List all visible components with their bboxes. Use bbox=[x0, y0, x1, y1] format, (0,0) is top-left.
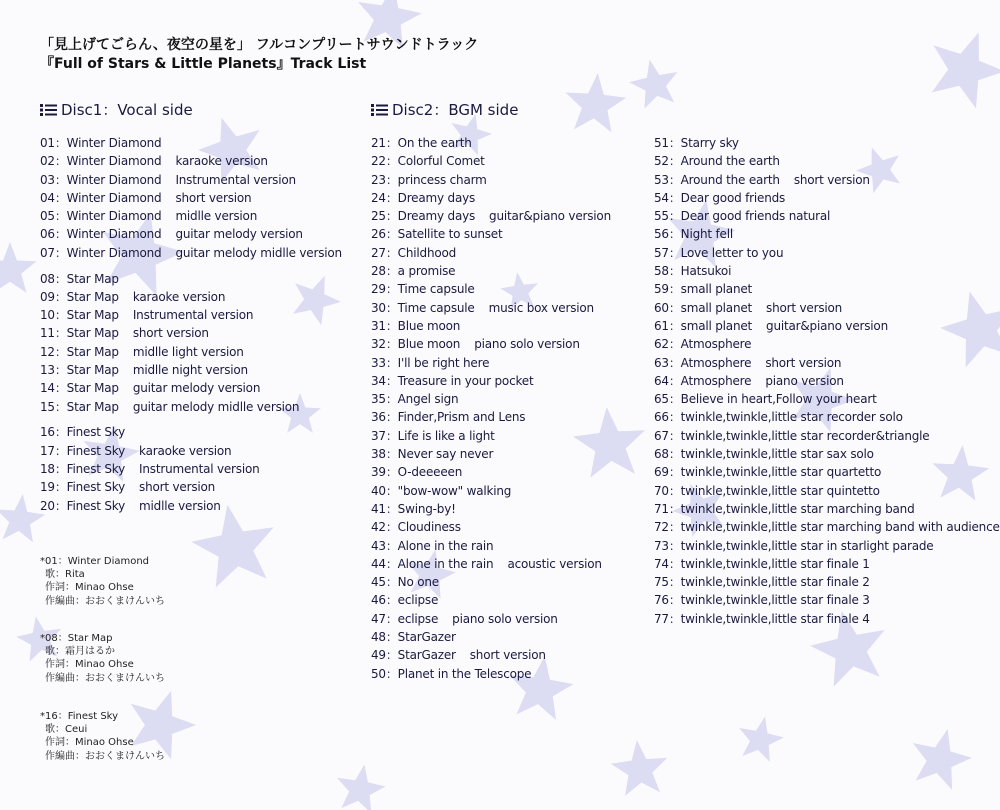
credit-line: 歌：Rita bbox=[45, 569, 85, 581]
track-title: 13：Star Map bbox=[40, 363, 119, 378]
track-title: 62：Atmosphere bbox=[654, 337, 752, 352]
track-title: 22：Colorful Comet bbox=[371, 154, 485, 169]
track-item bbox=[40, 244, 342, 262]
credit-line: 作詞：Minao Ohse bbox=[45, 582, 134, 594]
credit-line: 作編曲：おおくまけんいち bbox=[45, 595, 165, 607]
track-item bbox=[40, 442, 342, 460]
page-title-japanese: 「見上げてごらん、夜空の星を」 フルコンプリートサウンドトラック bbox=[40, 37, 479, 53]
disc1-heading bbox=[40, 99, 193, 121]
track-item bbox=[40, 207, 342, 225]
track-title: 27：Childhood bbox=[371, 245, 457, 260]
track-item bbox=[40, 478, 342, 496]
track-item bbox=[654, 354, 1000, 372]
track-title: 48：StarGazer bbox=[371, 630, 456, 645]
track-item bbox=[371, 610, 611, 628]
track-title: 33：I'll be right here bbox=[371, 355, 490, 370]
track-item bbox=[371, 427, 611, 445]
track-title: 68：twinkle,twinkle,little star sax solo bbox=[654, 447, 874, 462]
track-title: 37：Life is like a light bbox=[371, 428, 495, 443]
track-title: 23：princess charm bbox=[371, 172, 487, 187]
track-item bbox=[371, 317, 611, 335]
track-item bbox=[654, 482, 1000, 500]
track-item bbox=[371, 665, 611, 683]
track-title: 31：Blue moon bbox=[371, 318, 461, 333]
track-item bbox=[654, 372, 1000, 390]
track-version: midlle version bbox=[175, 209, 258, 224]
credit-line: 作詞：Minao Ohse bbox=[45, 659, 134, 671]
track-item bbox=[40, 398, 342, 416]
track-title: 60：small planet bbox=[654, 300, 753, 315]
track-item bbox=[654, 335, 1000, 353]
credit-line: 作詞：Minao Ohse bbox=[45, 737, 134, 749]
track-version: guitar&piano version bbox=[766, 318, 888, 333]
track-title: 45：No one bbox=[371, 575, 439, 590]
track-item bbox=[654, 189, 1000, 207]
track-item bbox=[371, 591, 611, 609]
track-title: 04：Winter Diamond bbox=[40, 190, 162, 205]
list-icon bbox=[40, 103, 57, 121]
track-item bbox=[371, 354, 611, 372]
track-item bbox=[371, 299, 611, 317]
page-title-english: 『Full of Stars & Little Planets』Track List bbox=[40, 56, 367, 72]
track-title: 66：twinkle,twinkle,little star recorder solo bbox=[654, 410, 903, 425]
track-title: 12：Star Map bbox=[40, 344, 119, 359]
track-title: 54：Dear good friends bbox=[654, 190, 786, 205]
track-title: 25：Dreamy days bbox=[371, 209, 476, 224]
track-item bbox=[371, 628, 611, 646]
track-title: 30：Time capsule bbox=[371, 300, 475, 315]
track-title: 55：Dear good friends natural bbox=[654, 209, 831, 224]
track-item bbox=[654, 207, 1000, 225]
track-title: 03：Winter Diamond bbox=[40, 172, 162, 187]
track-item bbox=[654, 427, 1000, 445]
track-title: 36：Finder,Prism and Lens bbox=[371, 410, 526, 425]
track-item bbox=[40, 423, 342, 441]
track-item bbox=[654, 225, 1000, 243]
track-title: 69：twinkle,twinkle,little star quartetto bbox=[654, 465, 882, 480]
track-title: 41：Swing-by! bbox=[371, 501, 456, 516]
track-title: 65：Believe in heart,Follow your heart bbox=[654, 392, 877, 407]
track-version: guitar melody version bbox=[175, 227, 303, 242]
track-title: 39：O-deeeeen bbox=[371, 465, 463, 480]
track-title: 51：Starry sky bbox=[654, 136, 739, 150]
track-item bbox=[371, 134, 611, 152]
track-title: 19：Finest Sky bbox=[40, 480, 126, 495]
track-item bbox=[40, 270, 342, 288]
track-title: 50：Planet in the Telescope bbox=[371, 666, 532, 681]
track-title: 43：Alone in the rain bbox=[371, 538, 494, 553]
track-title: 10：Star Map bbox=[40, 308, 119, 323]
credit-line: 作編曲：おおくまけんいち bbox=[45, 750, 165, 762]
track-title: 47：eclipse bbox=[371, 611, 439, 626]
track-item bbox=[371, 225, 611, 243]
track-title: 24：Dreamy days bbox=[371, 190, 476, 205]
track-version: karaoke version bbox=[139, 443, 232, 458]
track-item bbox=[654, 610, 1000, 628]
track-title: 02：Winter Diamond bbox=[40, 154, 162, 169]
track-item bbox=[371, 262, 611, 280]
track-item bbox=[40, 288, 342, 306]
track-item bbox=[40, 306, 342, 324]
track-item bbox=[40, 324, 342, 342]
credit-block-winter-diamond bbox=[40, 555, 165, 608]
track-version: short version bbox=[793, 172, 870, 187]
track-version: guitar&piano version bbox=[489, 209, 611, 224]
track-item bbox=[654, 262, 1000, 280]
track-title: 64：Atmosphere bbox=[654, 373, 752, 388]
track-item bbox=[654, 280, 1000, 298]
track-version: Instrumental version bbox=[132, 308, 254, 323]
track-item bbox=[371, 390, 611, 408]
credit-block-star-map bbox=[40, 632, 165, 685]
track-title: 49：StarGazer bbox=[371, 648, 456, 663]
track-version: piano version bbox=[765, 373, 844, 388]
track-item bbox=[40, 189, 342, 207]
track-title: 29：Time capsule bbox=[371, 282, 475, 297]
track-item bbox=[371, 573, 611, 591]
track-item bbox=[654, 171, 1000, 189]
track-item bbox=[40, 343, 342, 361]
track-title: 58：Hatsukoi bbox=[654, 264, 732, 279]
track-version: guitar melody midlle version bbox=[132, 399, 300, 414]
track-version: music box version bbox=[488, 300, 594, 315]
track-item bbox=[371, 408, 611, 426]
track-title: 67：twinkle,twinkle,little star recorder&triangle bbox=[654, 428, 930, 443]
track-item bbox=[371, 280, 611, 298]
track-title: 35：Angel sign bbox=[371, 392, 459, 407]
track-title: 17：Finest Sky bbox=[40, 443, 126, 458]
track-item bbox=[40, 379, 342, 397]
track-title: 32：Blue moon bbox=[371, 337, 461, 352]
track-item bbox=[371, 537, 611, 555]
credit-song-title: *16：Finest Sky bbox=[40, 711, 119, 722]
disc2-heading-text: Disc2：BGM side bbox=[392, 101, 519, 119]
track-title: 73：twinkle,twinkle,little star in starlight parade bbox=[654, 538, 934, 553]
track-title: 06：Winter Diamond bbox=[40, 227, 162, 242]
credit-block-finest-sky bbox=[40, 710, 165, 763]
track-item bbox=[371, 335, 611, 353]
track-title: 59：small planet bbox=[654, 282, 753, 297]
track-title: 18：Finest Sky bbox=[40, 462, 126, 477]
track-title: 08：Star Map bbox=[40, 271, 119, 286]
track-version: short version bbox=[132, 326, 209, 341]
track-item bbox=[371, 555, 611, 573]
track-item bbox=[654, 591, 1000, 609]
track-item bbox=[371, 463, 611, 481]
track-item bbox=[371, 244, 611, 262]
track-item bbox=[654, 152, 1000, 170]
disc1-track-list bbox=[40, 134, 342, 515]
track-title: 53：Around the earth bbox=[654, 172, 780, 187]
track-title: 05：Winter Diamond bbox=[40, 209, 162, 224]
track-title: 75：twinkle,twinkle,little star finale 2 bbox=[654, 575, 870, 590]
track-item bbox=[654, 445, 1000, 463]
track-item bbox=[654, 500, 1000, 518]
track-title: 40："bow-wow" walking bbox=[371, 483, 512, 498]
track-title: 71：twinkle,twinkle,little star marching band bbox=[654, 501, 915, 516]
track-item bbox=[40, 152, 342, 170]
track-item bbox=[371, 518, 611, 536]
track-title: 38：Never say never bbox=[371, 447, 494, 462]
track-title: 07：Winter Diamond bbox=[40, 245, 162, 260]
track-title: 57：Love letter to you bbox=[654, 245, 784, 260]
track-item bbox=[654, 390, 1000, 408]
track-item bbox=[371, 171, 611, 189]
track-version: short version bbox=[139, 480, 216, 495]
track-item bbox=[654, 463, 1000, 481]
credit-song-title: *01：Winter Diamond bbox=[40, 556, 150, 567]
track-item bbox=[371, 372, 611, 390]
track-version: piano solo version bbox=[452, 611, 558, 626]
track-title: 42：Cloudiness bbox=[371, 520, 461, 535]
track-title: 09：Star Map bbox=[40, 289, 119, 304]
track-item bbox=[371, 152, 611, 170]
credit-line: 作編曲：おおくまけんいち bbox=[45, 672, 165, 684]
credit-line: 歌：霜月はるか bbox=[45, 646, 115, 658]
disc1-heading-text: Disc1：Vocal side bbox=[61, 101, 193, 119]
track-title: 70：twinkle,twinkle,little star quintetto bbox=[654, 483, 880, 498]
track-version: midlle version bbox=[139, 498, 221, 513]
track-title: 01：Winter Diamond bbox=[40, 136, 162, 150]
track-title: 14：Star Map bbox=[40, 381, 119, 396]
track-version: guitar melody version bbox=[132, 381, 261, 396]
track-item bbox=[654, 408, 1000, 426]
track-version: karaoke version bbox=[175, 154, 268, 169]
track-title: 72：twinkle,twinkle,little star marching band with audience bbox=[654, 520, 1000, 535]
track-title: 21：On the earth bbox=[371, 136, 472, 150]
credit-line: 歌：Ceui bbox=[45, 724, 88, 736]
track-item bbox=[371, 207, 611, 225]
track-item bbox=[654, 518, 1000, 536]
track-title: 61：small planet bbox=[654, 318, 753, 333]
track-title: 56：Night fell bbox=[654, 227, 733, 242]
track-item bbox=[654, 317, 1000, 335]
track-title: 15：Star Map bbox=[40, 399, 119, 414]
track-item bbox=[654, 537, 1000, 555]
track-version: guitar melody midlle version bbox=[175, 245, 342, 260]
track-title: 77：twinkle,twinkle,little star finale 4 bbox=[654, 611, 870, 626]
credit-song-title: *08：Star Map bbox=[40, 633, 113, 644]
track-version: short version bbox=[765, 355, 842, 370]
track-title: 26：Satellite to sunset bbox=[371, 227, 503, 242]
track-version: short version bbox=[175, 190, 252, 205]
group-spacer bbox=[40, 416, 342, 424]
track-version: short version bbox=[469, 648, 546, 663]
track-title: 28：a promise bbox=[371, 264, 456, 279]
track-title: 63：Atmosphere bbox=[654, 355, 752, 370]
track-item bbox=[40, 497, 342, 515]
list-icon bbox=[371, 103, 388, 121]
track-title: 20：Finest Sky bbox=[40, 498, 126, 513]
track-item bbox=[40, 460, 342, 478]
track-item bbox=[654, 573, 1000, 591]
track-item bbox=[371, 646, 611, 664]
track-version: piano solo version bbox=[474, 337, 580, 352]
track-item bbox=[371, 189, 611, 207]
track-item bbox=[40, 134, 342, 152]
track-title: 74：twinkle,twinkle,little star finale 1 bbox=[654, 556, 870, 571]
track-item bbox=[40, 361, 342, 379]
track-version: acoustic version bbox=[507, 556, 602, 571]
track-version: Instrumental version bbox=[139, 462, 260, 477]
track-title: 44：Alone in the rain bbox=[371, 556, 494, 571]
track-item bbox=[40, 225, 342, 243]
track-item bbox=[654, 555, 1000, 573]
track-item bbox=[654, 244, 1000, 262]
track-title: 16：Finest Sky bbox=[40, 425, 126, 440]
track-version: midlle light version bbox=[132, 344, 244, 359]
track-title: 52：Around the earth bbox=[654, 154, 780, 169]
track-title: 76：twinkle,twinkle,little star finale 3 bbox=[654, 593, 870, 608]
track-item bbox=[654, 134, 1000, 152]
track-item bbox=[371, 482, 611, 500]
track-version: karaoke version bbox=[132, 289, 226, 304]
disc2-heading bbox=[371, 99, 518, 121]
group-spacer bbox=[40, 262, 342, 270]
track-title: 11：Star Map bbox=[40, 326, 119, 341]
track-version: short version bbox=[766, 300, 843, 315]
disc2-track-list-right bbox=[654, 134, 1000, 628]
track-title: 34：Treasure in your pocket bbox=[371, 373, 534, 388]
track-title: 46：eclipse bbox=[371, 593, 439, 608]
track-item bbox=[40, 171, 342, 189]
track-item bbox=[371, 500, 611, 518]
track-item bbox=[654, 299, 1000, 317]
track-version: Instrumental version bbox=[175, 172, 296, 187]
track-item bbox=[371, 445, 611, 463]
track-version: midlle night version bbox=[132, 363, 248, 378]
disc2-track-list-left bbox=[371, 134, 611, 683]
